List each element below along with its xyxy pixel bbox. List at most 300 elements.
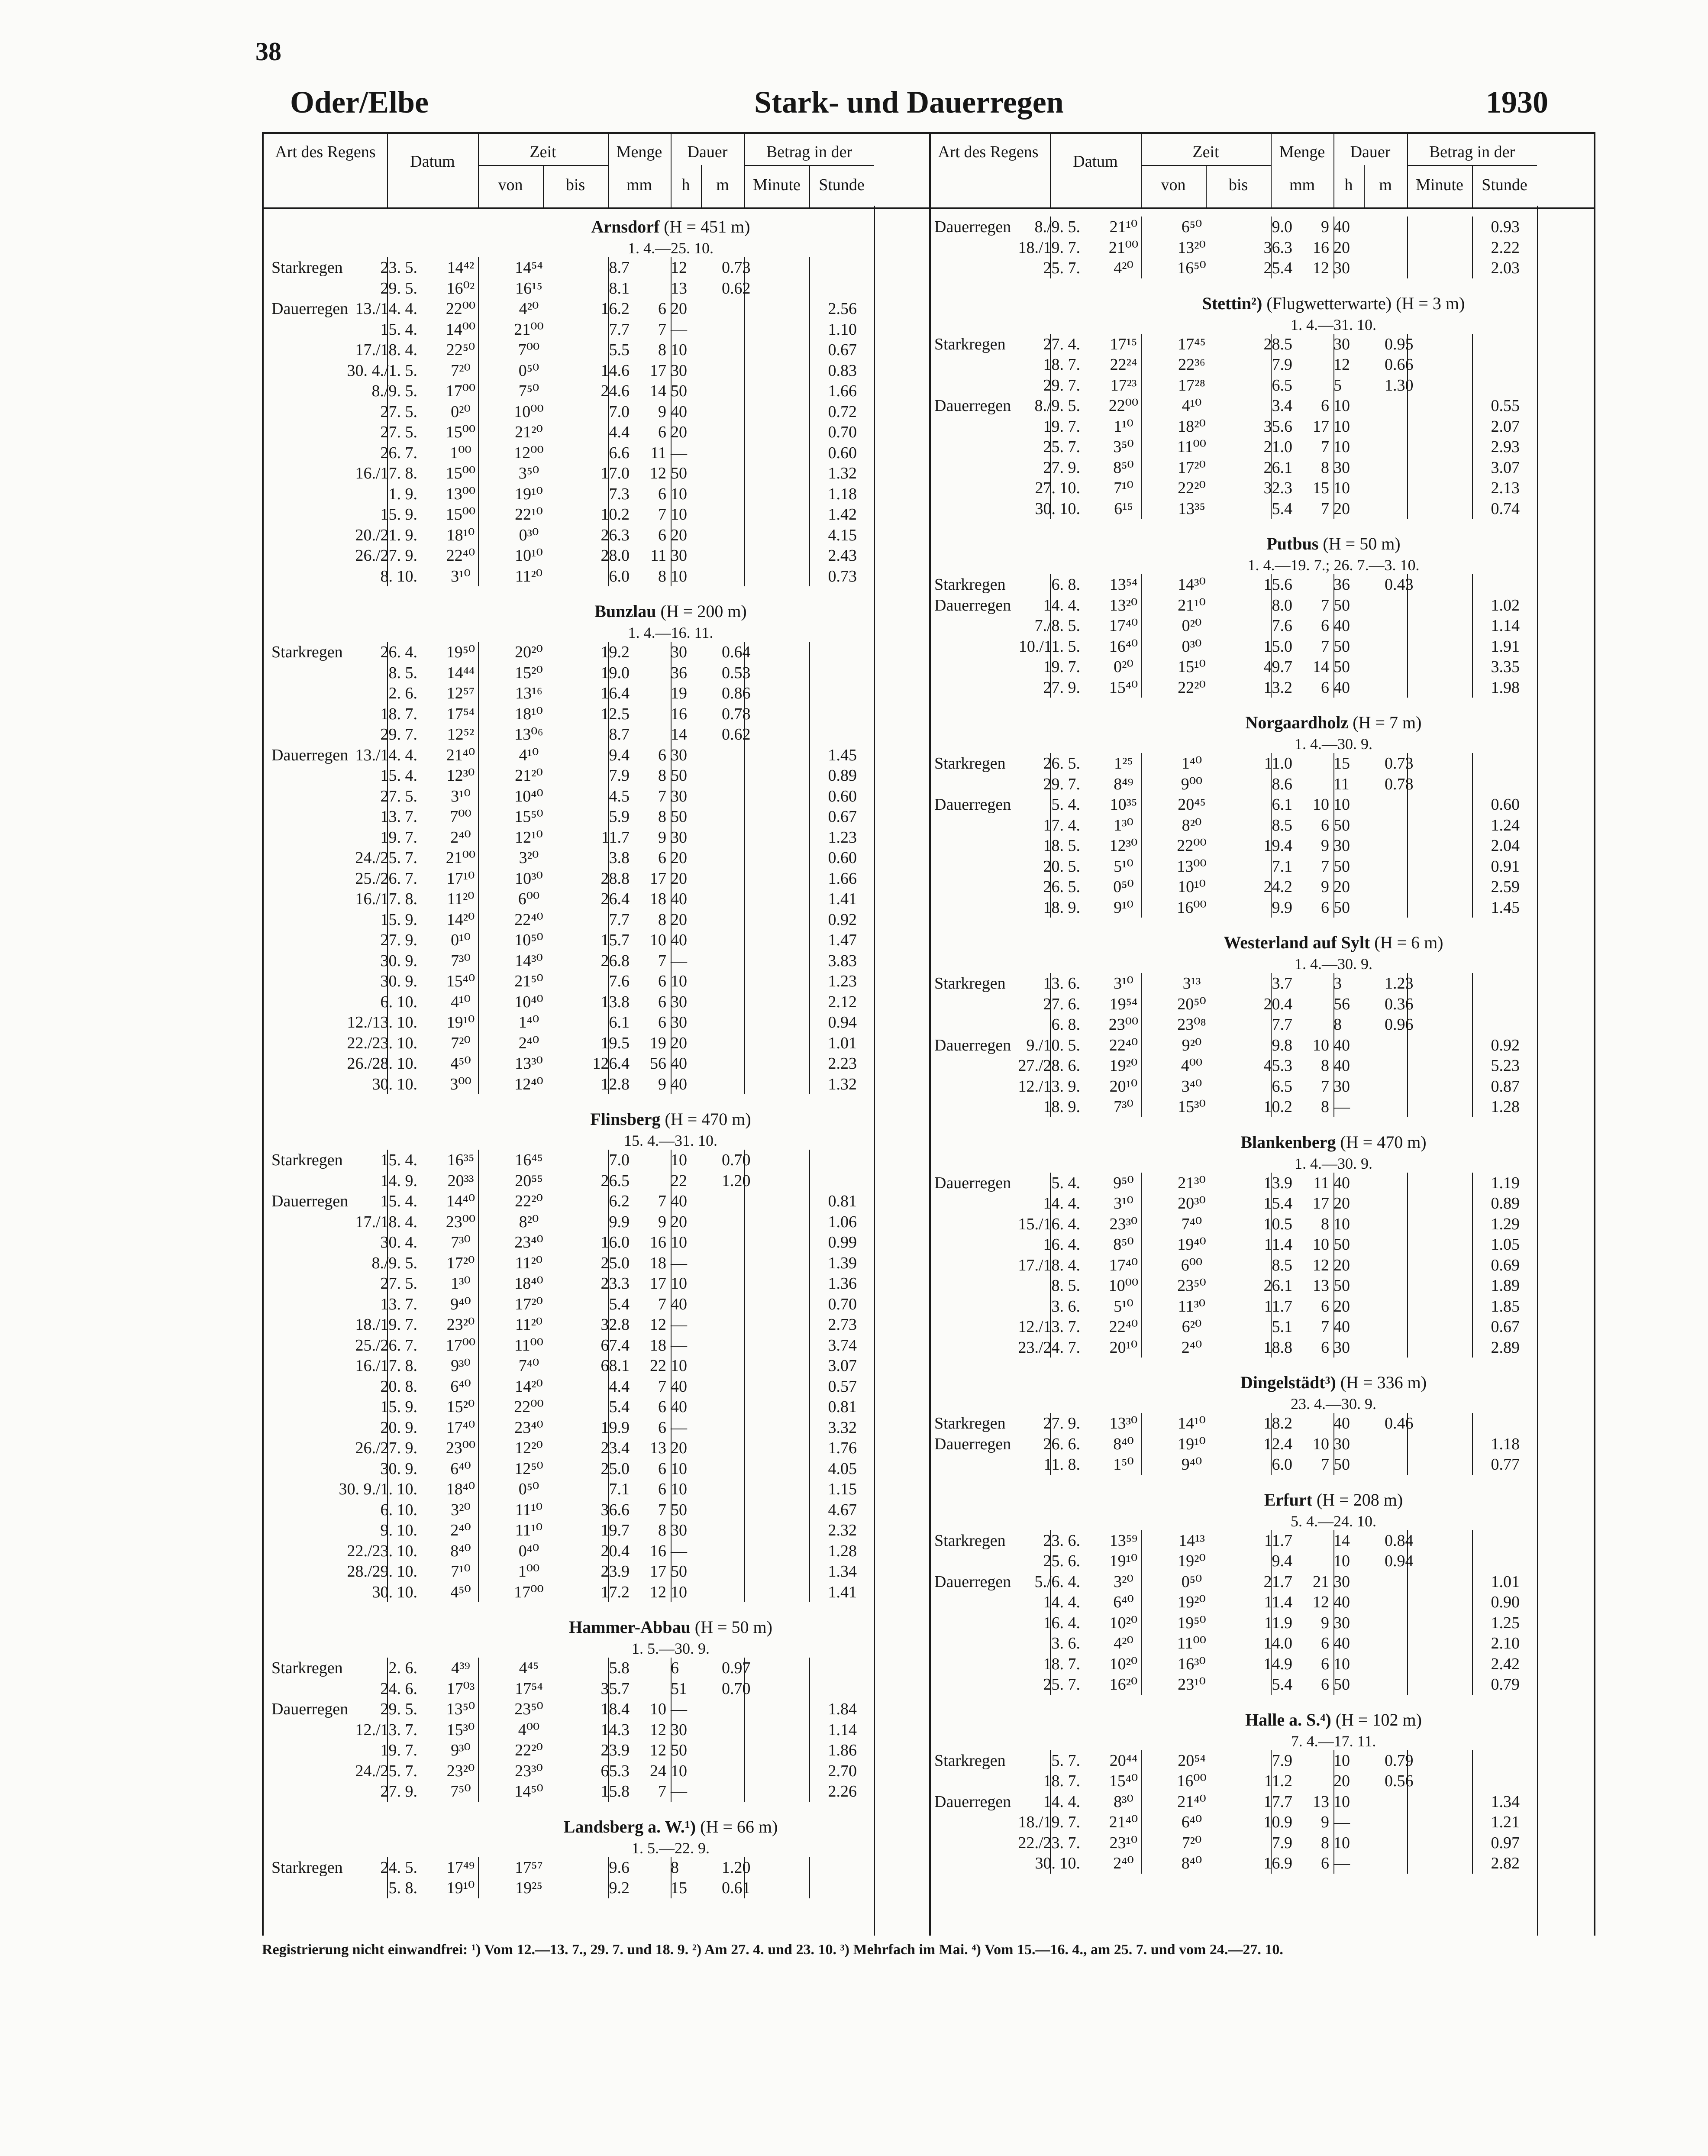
row-datum: 25. 6. (1043, 1552, 1080, 1570)
table-row (927, 1255, 1594, 1276)
row-von: 15⁰⁰ (446, 464, 476, 482)
row-datum: 26. 7. (380, 443, 417, 462)
column-rule (1050, 1530, 1051, 1695)
column-rule (809, 1150, 810, 1602)
row-dauer-m: — (671, 1782, 687, 1800)
row-datum: 18./19. 7. (1018, 238, 1080, 257)
row-von: 8⁵⁰ (1113, 1235, 1134, 1254)
row-dauer-m: 10 (671, 1151, 687, 1169)
row-datum: 27. 9. (1043, 678, 1080, 697)
column-rule (1271, 217, 1272, 278)
row-bis: 0³⁰ (1182, 637, 1202, 656)
column-rule (1333, 217, 1334, 278)
row-betrag-stunde: 5.23 (1491, 1057, 1520, 1075)
table-row (927, 1530, 1594, 1551)
row-betrag-stunde: 0.77 (1491, 1455, 1520, 1474)
row-menge: 25.0 (601, 1459, 630, 1478)
row-datum: 5. 8. (388, 1879, 417, 1897)
row-datum: 5. 4. (1051, 1173, 1080, 1192)
row-von: 20¹⁰ (1109, 1338, 1138, 1357)
col-minute-header: Minute (753, 176, 801, 194)
col-m-header: m (716, 176, 729, 194)
row-betrag-stunde: 1.84 (828, 1700, 857, 1718)
row-von: 15⁴⁰ (1109, 1772, 1138, 1790)
row-dauer-m: 40 (1333, 1414, 1350, 1432)
column-rule (1271, 1530, 1272, 1695)
row-dauer-m: 20 (1333, 1256, 1350, 1274)
row-menge: 6.2 (609, 1192, 630, 1210)
row-bis: 20²⁰ (515, 643, 543, 661)
row-datum: 18. 7. (1043, 356, 1080, 374)
row-betrag-stunde: 0.67 (1491, 1318, 1520, 1336)
row-von: 4²⁰ (1114, 1634, 1133, 1652)
row-bis: 20⁴⁵ (1178, 795, 1206, 814)
row-datum: 25. 7. (1043, 259, 1080, 277)
row-dauer-m: 10 (1333, 397, 1350, 415)
row-betrag-minute: 0.95 (1385, 335, 1414, 353)
row-bis: 16⁰⁰ (1177, 1772, 1207, 1790)
table-row (927, 1014, 1594, 1035)
table-row (264, 1678, 929, 1699)
row-von: 7³⁰ (1114, 1098, 1133, 1116)
row-datum: 3. 6. (1051, 1297, 1080, 1316)
row-dauer-h: 9 (1321, 837, 1329, 855)
column-rule (1141, 574, 1142, 698)
row-betrag-stunde: 1.29 (1491, 1215, 1520, 1233)
row-bis: 6⁰⁰ (1181, 1256, 1203, 1274)
row-datum: 30. 9. (380, 1459, 417, 1478)
row-bis: 3²⁰ (519, 849, 539, 867)
row-dauer-h: 6 (658, 300, 666, 318)
row-menge: 17.0 (601, 464, 630, 482)
row-betrag-stunde: 0.55 (1491, 397, 1520, 415)
table-row (264, 1699, 929, 1720)
row-betrag-stunde: 1.28 (828, 1542, 857, 1560)
row-menge: 5.8 (609, 1659, 630, 1677)
row-betrag-stunde: 1.18 (1491, 1435, 1520, 1453)
station-height: (H = 50 m) (1318, 534, 1401, 553)
column-rule (1333, 334, 1334, 519)
row-betrag-stunde: 0.89 (828, 766, 857, 785)
row-von: 3⁵⁰ (1113, 438, 1134, 456)
row-dauer-h: 6 (658, 1418, 666, 1437)
row-dauer-m: 10 (671, 485, 687, 503)
row-menge: 9.4 (609, 746, 630, 764)
table-row (927, 1633, 1594, 1654)
station-title (569, 1617, 772, 1637)
row-betrag-stunde: 2.73 (828, 1316, 857, 1334)
row-dauer-m: 40 (1333, 218, 1350, 236)
row-betrag-stunde: 0.69 (1491, 1256, 1520, 1274)
row-menge: 15.6 (1263, 575, 1292, 594)
row-von: 23²⁰ (446, 1316, 475, 1334)
row-betrag-stunde: 0.90 (1491, 1593, 1520, 1611)
row-dauer-h: 8 (1321, 1057, 1329, 1075)
row-von: 19²⁰ (1109, 1057, 1138, 1075)
row-betrag-stunde: 2.70 (828, 1762, 857, 1780)
row-dauer-m: 10 (671, 1459, 687, 1478)
row-dauer-h: 8 (1321, 1833, 1329, 1852)
row-dauer-h: 6 (1321, 678, 1329, 697)
row-von: 14⁴⁰ (446, 1192, 475, 1210)
row-dauer-h: 18 (650, 1336, 666, 1354)
row-von: 17⁴⁰ (446, 1418, 475, 1437)
row-betrag-stunde: 1.86 (828, 1741, 857, 1759)
row-betrag-stunde: 3.35 (1491, 658, 1520, 676)
row-datum: 7./8. 5. (1034, 617, 1080, 635)
row-datum: 26. 6. (1043, 1435, 1080, 1453)
table-row (264, 909, 929, 930)
row-bis: 15³⁰ (1178, 1098, 1206, 1116)
row-bis: 19²⁰ (1178, 1593, 1206, 1611)
row-bis: 2⁴⁰ (518, 1034, 539, 1052)
row-betrag-minute: 1.20 (722, 1858, 751, 1877)
row-dauer-h: 10 (650, 931, 666, 949)
row-datum: 14. 4. (1043, 1792, 1080, 1811)
table-row (927, 774, 1594, 795)
row-dauer-m: 10 (671, 972, 687, 990)
row-bis: 4¹⁰ (1182, 397, 1202, 415)
row-menge: 25.4 (1263, 259, 1292, 277)
row-von: 23³⁰ (1109, 1215, 1138, 1233)
row-menge: 8.0 (1272, 596, 1292, 614)
row-menge: 7.0 (609, 1151, 630, 1169)
row-betrag-stunde: 1.14 (828, 1720, 857, 1739)
row-dauer-m: — (671, 1418, 687, 1437)
row-dauer-m: 10 (1333, 1215, 1350, 1233)
table-row (264, 827, 929, 848)
row-von: 2⁴⁰ (450, 1521, 471, 1539)
row-bis: 19²⁰ (1178, 1552, 1206, 1570)
row-dauer-h: 8 (658, 341, 666, 359)
row-von: 1¹⁰ (1114, 417, 1133, 436)
station-height: (Flugwetterwarte) (H = 3 m) (1262, 293, 1465, 313)
row-von: 6⁴⁰ (450, 1377, 471, 1396)
column-rule (744, 1658, 745, 1802)
row-dauer-h: 22 (650, 1357, 666, 1375)
row-von: 21⁴⁰ (446, 746, 475, 764)
row-dauer-m: 50 (671, 1741, 687, 1759)
row-menge: 11.4 (1264, 1593, 1292, 1611)
row-betrag-minute: 0.86 (722, 684, 751, 702)
row-menge: 6.1 (1272, 795, 1292, 814)
station-name: Blankenberg (1240, 1132, 1336, 1152)
row-von: 17⁴⁰ (1109, 617, 1138, 635)
row-bis: 10⁴⁰ (514, 992, 543, 1011)
row-von: 10²⁰ (1109, 1655, 1138, 1673)
row-betrag-stunde: 0.92 (828, 910, 857, 929)
table-row (264, 704, 929, 724)
row-von: 3⁰⁰ (450, 1075, 471, 1093)
row-menge: 19.9 (601, 1418, 630, 1437)
table-row (264, 1314, 929, 1335)
row-datum: 15. 4. (380, 1151, 417, 1169)
row-betrag-minute: 0.79 (1385, 1751, 1414, 1770)
row-bis: 7⁵⁰ (518, 382, 539, 400)
table-row (264, 765, 929, 786)
station-height: (H = 336 m) (1336, 1373, 1427, 1392)
row-dauer-h: 9 (1321, 218, 1329, 236)
table-row (927, 478, 1594, 498)
table-row (264, 1561, 929, 1582)
row-von: 16⁰² (446, 279, 475, 297)
row-von: 17⁰⁰ (446, 1336, 476, 1354)
row-dauer-m: 10 (671, 567, 687, 585)
row-datum: 24. 6. (380, 1679, 417, 1698)
row-datum: 30. 10. (1035, 499, 1080, 518)
row-datum: 23. 6. (1043, 1531, 1080, 1550)
table-header (927, 132, 1594, 209)
row-von: 19¹⁰ (446, 1013, 475, 1031)
row-dauer-m: 10 (671, 1357, 687, 1375)
row-dauer-m: 14 (1333, 1531, 1350, 1550)
row-dauer-h: 10 (1313, 1036, 1329, 1054)
row-dauer-m: 40 (1333, 1634, 1350, 1652)
row-datum: 30. 9./1. 10. (339, 1480, 417, 1498)
row-betrag-stunde: 1.28 (1491, 1098, 1520, 1116)
row-datum: 27./28. 6. (1018, 1057, 1080, 1075)
column-rule (608, 1658, 609, 1802)
row-betrag-stunde: 1.21 (1491, 1813, 1520, 1831)
row-betrag-stunde: 0.70 (828, 423, 857, 441)
row-von: 13³⁰ (1109, 1414, 1138, 1432)
table-row (927, 1413, 1594, 1434)
row-bis: 2⁴⁰ (1181, 1338, 1202, 1357)
col-mm-header: mm (626, 176, 652, 194)
row-von: 4¹⁰ (451, 992, 471, 1011)
table-row (264, 663, 929, 683)
row-menge: 9.2 (609, 1879, 630, 1897)
row-dauer-m: 20 (671, 300, 687, 318)
col-datum-header: Datum (410, 152, 455, 171)
row-dauer-m: — (671, 1336, 687, 1354)
row-von: 15³⁰ (446, 1720, 475, 1739)
row-bis: 9²⁰ (1182, 1036, 1202, 1054)
station-name: Dingelstädt³) (1240, 1373, 1336, 1392)
row-menge: 8.1 (609, 279, 630, 297)
row-betrag-stunde: 2.42 (1491, 1655, 1520, 1673)
table-row (264, 971, 929, 992)
row-von: 0²⁰ (451, 402, 471, 421)
row-datum: 12./13. 9. (1018, 1077, 1080, 1096)
row-menge: 12.8 (601, 1075, 630, 1093)
row-dauer-m: 20 (671, 1034, 687, 1052)
row-bis: 13¹⁶ (515, 684, 542, 702)
row-menge: 3.8 (609, 849, 630, 867)
row-art: Starkregen (271, 1858, 343, 1877)
station-period: 1. 4.—30. 9. (1295, 1154, 1372, 1172)
table-row (264, 1438, 929, 1458)
page-number: 38 (255, 37, 281, 66)
row-bis: 14³⁰ (515, 951, 543, 970)
row-menge: 23.9 (601, 1741, 630, 1759)
row-bis: 14³⁰ (1178, 575, 1206, 594)
station-title (1240, 1372, 1427, 1393)
column-rule (744, 1150, 745, 1602)
row-menge: 7.9 (1272, 1751, 1292, 1770)
row-bis: 7⁴⁰ (1181, 1215, 1202, 1233)
row-bis: 15⁵⁰ (514, 808, 543, 826)
row-dauer-h: 6 (658, 1013, 666, 1031)
row-dauer-m: 30 (1333, 458, 1350, 477)
row-dauer-h: 15 (1313, 479, 1329, 497)
row-bis: 20⁵⁴ (1178, 1751, 1206, 1770)
row-bis: 19¹⁰ (515, 485, 543, 503)
station-name: Bunzlau (594, 601, 656, 621)
table-row (264, 1781, 929, 1802)
row-von: 16⁴⁰ (1109, 637, 1138, 656)
table-row (927, 815, 1594, 836)
row-datum: 27. 5. (380, 787, 417, 805)
row-datum: 30. 10. (1035, 1854, 1080, 1872)
row-von: 14⁴⁴ (446, 663, 475, 682)
column-rule (478, 1857, 479, 1898)
row-betrag-stunde: 2.23 (828, 1054, 857, 1073)
row-dauer-h: 8 (658, 1521, 666, 1539)
row-dauer-h: 6 (658, 485, 666, 503)
row-betrag-stunde: 1.06 (828, 1212, 857, 1231)
row-von: 14⁴² (447, 259, 475, 277)
row-dauer-m: 10 (671, 505, 687, 524)
station-title (564, 1817, 778, 1837)
row-bis: 21⁴⁰ (1177, 1792, 1206, 1811)
row-von: 7³⁰ (451, 951, 471, 970)
row-datum: 14. 4. (1043, 1593, 1080, 1611)
row-bis: 14⁵⁰ (514, 1782, 543, 1800)
row-bis: 4⁰⁰ (1181, 1057, 1203, 1075)
table-row (264, 847, 929, 868)
row-bis: 18²⁰ (1178, 417, 1206, 436)
row-dauer-h: 7 (658, 1500, 666, 1519)
row-bis: 11⁰⁰ (1177, 438, 1207, 456)
row-betrag-stunde: 2.03 (1491, 259, 1520, 277)
station-title (594, 601, 747, 621)
row-betrag-stunde: 1.47 (828, 931, 857, 949)
table-row (264, 1191, 929, 1212)
row-von: 9¹⁰ (1114, 898, 1133, 917)
row-bis: 0²⁰ (1182, 617, 1202, 635)
row-datum: 6. 8. (1051, 1015, 1080, 1034)
row-dauer-m: 50 (671, 766, 687, 785)
row-betrag-minute: 0.43 (1385, 575, 1414, 594)
row-datum: 15. 4. (380, 1192, 417, 1210)
row-menge: 19.0 (601, 663, 630, 682)
table-row (264, 930, 929, 950)
table-row (927, 1173, 1594, 1193)
row-menge: 18.2 (1263, 1414, 1292, 1432)
table-row (927, 1613, 1594, 1633)
row-bis: 22³⁶ (1178, 356, 1205, 374)
row-dauer-m: 50 (1333, 1277, 1350, 1295)
row-datum: 25. 7. (1043, 438, 1080, 456)
row-dauer-h: 9 (1321, 1613, 1329, 1632)
row-dauer-h: 7 (1321, 637, 1329, 656)
row-menge: 68.1 (601, 1357, 630, 1375)
row-betrag-minute: 0.70 (722, 1679, 751, 1698)
row-dauer-m: 10 (1333, 479, 1350, 497)
row-von: 11²⁰ (447, 890, 475, 908)
row-von: 1⁵⁰ (1113, 1455, 1134, 1474)
row-betrag-stunde: 0.91 (1491, 857, 1520, 876)
row-betrag-stunde: 0.94 (828, 1013, 857, 1031)
row-datum: 18. 7. (380, 705, 417, 723)
row-bis: 14¹⁰ (1178, 1414, 1206, 1432)
table-row (264, 1053, 929, 1074)
table-row (264, 319, 929, 340)
table-row (927, 395, 1594, 416)
row-dauer-m: — (671, 443, 687, 462)
row-datum: 16. 4. (1043, 1235, 1080, 1254)
row-art: Starkregen (271, 259, 343, 277)
table-row (264, 1012, 929, 1033)
row-menge: 15.4 (1263, 1194, 1292, 1212)
row-dauer-m: 40 (671, 1075, 687, 1093)
row-bis: 3⁴⁰ (1181, 1077, 1202, 1096)
row-dauer-h: 10 (1313, 1235, 1329, 1254)
row-bis: 8⁴⁰ (1181, 1854, 1202, 1872)
row-menge: 13.2 (1263, 678, 1292, 697)
col-zeit-header: Zeit (1192, 143, 1219, 161)
row-menge: 12.4 (1263, 1435, 1292, 1453)
table-row (264, 381, 929, 401)
row-art: Dauerregen (934, 218, 1011, 236)
row-menge: 6.6 (609, 443, 630, 462)
row-von: 7²⁰ (451, 1034, 471, 1052)
row-betrag-stunde: 0.57 (828, 1377, 857, 1396)
row-von: 14²⁰ (446, 910, 475, 929)
row-datum: 26. 4. (380, 643, 417, 661)
row-bis: 9⁰⁰ (1181, 775, 1203, 793)
row-bis: 9⁴⁰ (1181, 1455, 1202, 1474)
station-height: (H = 7 m) (1348, 713, 1422, 732)
row-betrag-stunde: 1.34 (828, 1562, 857, 1581)
row-betrag-stunde: 2.13 (1491, 479, 1520, 497)
row-dauer-m: 22 (671, 1171, 687, 1190)
row-von: 12³⁰ (1109, 837, 1138, 855)
row-datum: 19. 7. (1043, 658, 1080, 676)
row-betrag-stunde: 3.07 (828, 1357, 857, 1375)
row-bis: 11²⁰ (515, 1316, 543, 1334)
row-betrag-stunde: 1.32 (828, 1075, 857, 1093)
column-rule (608, 642, 609, 1094)
row-bis: 23¹⁰ (1178, 1675, 1206, 1694)
station-period: 7. 4.—17. 11. (1291, 1732, 1376, 1750)
column-rule (608, 1150, 609, 1602)
table-row (264, 1878, 929, 1898)
row-menge: 15.8 (601, 1782, 630, 1800)
row-datum: 12./13. 10. (347, 1013, 417, 1031)
row-dauer-m: 36 (671, 663, 687, 682)
row-von: 7¹⁰ (1114, 479, 1133, 497)
row-von: 17⁵⁴ (446, 705, 475, 723)
row-bis: 22⁴⁰ (514, 910, 543, 929)
row-menge: 67.4 (601, 1336, 630, 1354)
column-rule (1141, 1750, 1142, 1874)
row-dauer-m: 51 (671, 1679, 687, 1698)
row-betrag-minute: 0.94 (1385, 1552, 1414, 1570)
table-row (264, 1170, 929, 1191)
table-row (927, 258, 1594, 278)
column-rule (1141, 973, 1142, 1117)
row-art: Starkregen (271, 1659, 343, 1677)
row-datum: 27. 5. (380, 423, 417, 441)
row-von: 3¹⁰ (451, 787, 471, 805)
station-period: 5. 4.—24. 10. (1291, 1512, 1376, 1530)
row-menge: 9.9 (1272, 898, 1292, 917)
row-bis: 11¹⁰ (515, 1500, 543, 1519)
station-title (590, 1109, 751, 1129)
table-row (264, 257, 929, 278)
